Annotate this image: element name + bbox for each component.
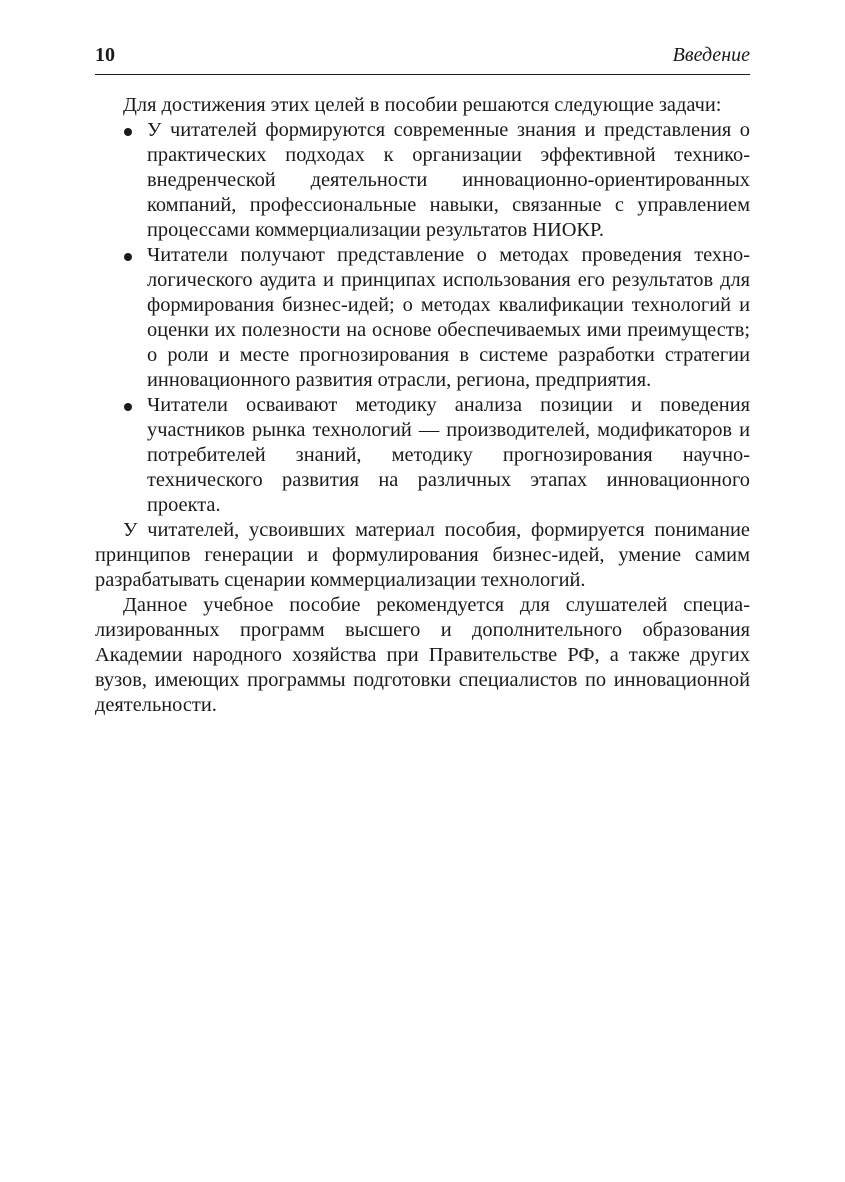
- recommendation-paragraph: Данное учебное пособие рекомендуется для слушателей специализированных программ высшего и дополнительного образования Академии народного хозяйства при Правительстве РФ, а также других вузов, имеющих программы подготовки специалистов по инновационной деятельности.: [95, 594, 750, 716]
- list-item-text: Читатели получают представление о методах проведения технологического аудита и принципах использования его результатов для формирования бизнес-идей; о методах квалификации технологий и оценки их полезности на основе обеспечиваемых ими преимуществ; о роли и месте прогнозирования в системе разработки стратегии инновационного развития отрасли, региона, предприятия.: [147, 244, 750, 391]
- page-number: 10: [95, 44, 115, 66]
- list-item: [95, 243, 750, 393]
- intro-paragraph: Для достижения этих целей в пособии решаются следующие задачи:: [123, 94, 722, 116]
- outcome-paragraph: У читателей, усвоивших материал пособия, формируется понимание принципов генерации и формулирования бизнес-идей, умение самим разрабатывать сценарии коммерциализации технологий.: [95, 519, 750, 591]
- body-text: [95, 93, 750, 718]
- bullet-icon: [124, 128, 132, 136]
- list-item-text: У читателей формируются современные знания и представления о практических подходах к организации эффективной технико-внедренческой деятельности инновационно-ориентированных компаний, профессиональные навыки, связанные с управлением процессами коммерциализации результатов НИОКР.: [147, 119, 750, 241]
- bullet-icon: [124, 403, 132, 411]
- section-title: Введение: [672, 44, 750, 66]
- task-list: [95, 118, 750, 518]
- list-item: [95, 118, 750, 243]
- list-item-text: Читатели осваивают методику анализа позиции и поведения участников рынка технологий — производителей, модификаторов и потребителей знаний, методику прогнозирования научно-технического развития на различных этапах инновационного проекта.: [147, 394, 750, 516]
- list-item: [95, 393, 750, 518]
- running-header: [95, 44, 750, 75]
- bullet-icon: [124, 253, 132, 261]
- document-page: [95, 44, 750, 718]
